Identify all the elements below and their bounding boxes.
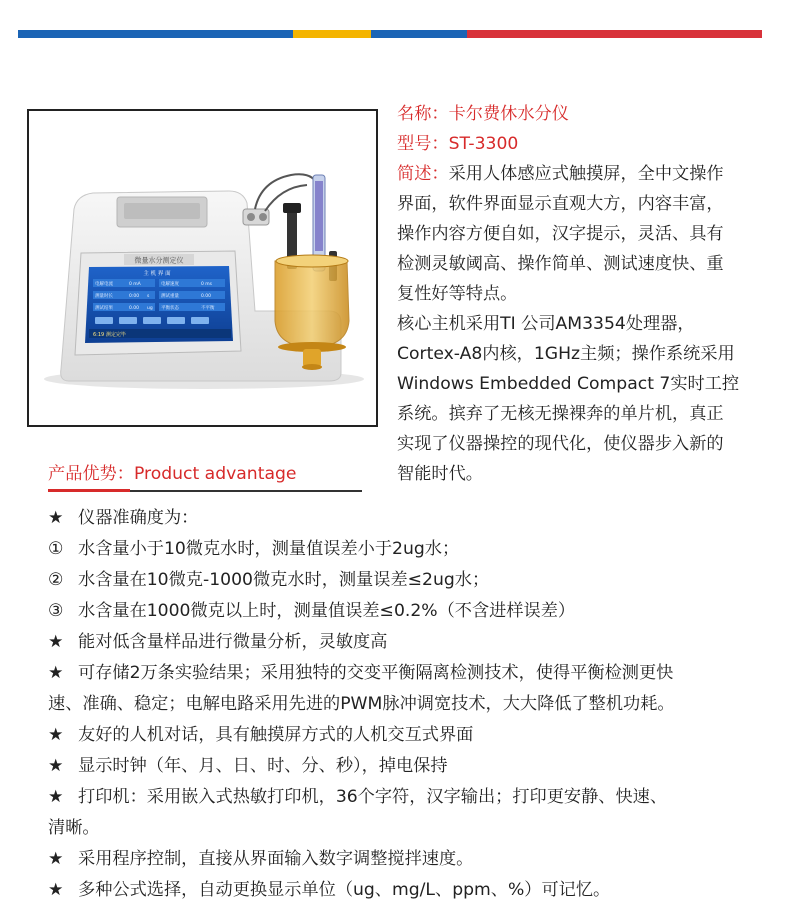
device-screen-title: 主 机 界 面	[143, 271, 171, 277]
list-item	[48, 627, 778, 658]
desc-text: 采用人体感应式触摸屏，全中文操作	[448, 164, 724, 184]
screen-r1-c2: 0 mA	[129, 282, 141, 287]
desc-line: 核心主机采用TI 公司AM3354处理器，	[397, 314, 695, 334]
screen-r2-c5: 0.00	[201, 294, 212, 299]
list-item-text: 速、准确、稳定；电解电路采用先进的PWM脉冲调宽技术，大大降低了整机功耗。	[48, 694, 675, 714]
screen-r2-c2: 0:00	[129, 294, 140, 299]
list-item-text: 友好的人机对话，具有触摸屏方式的人机交互式界面	[78, 725, 474, 745]
circled-number-icon: ②	[48, 570, 64, 590]
list-item	[48, 844, 778, 875]
list-item-text: 采用程序控制，直接从界面输入数字调整搅拌速度。	[78, 849, 474, 869]
screen-r3-c5: 不平衡	[201, 306, 215, 311]
color-bar-blue	[18, 30, 293, 38]
model-label: 型号：	[397, 134, 449, 154]
desc-line: 操作内容方便自如，汉字提示，灵活、具有	[397, 224, 724, 244]
list-item	[48, 658, 778, 689]
screen-r2-c3: s	[147, 294, 150, 299]
name-label: 名称：	[397, 104, 449, 124]
screen-r1-c4: 0 ms	[201, 282, 213, 287]
list-item	[48, 596, 778, 627]
product-photo	[27, 109, 378, 427]
star-icon: ★	[48, 508, 64, 528]
desc-line: 系统。摈弃了无核无操裸奔的单片机，真正	[397, 404, 724, 424]
screen-r1-c1: 电解电流	[95, 282, 113, 287]
karl-fischer-device-illustration	[29, 111, 376, 425]
desc-line: 复性好等特点。	[397, 284, 518, 304]
product-name: 卡尔费休水分仪	[448, 104, 569, 124]
star-icon: ★	[48, 756, 64, 776]
list-item-continuation	[48, 689, 778, 720]
list-item	[48, 751, 778, 782]
titration-cell	[275, 175, 349, 370]
screen-r3-c4: 平衡状态	[161, 306, 179, 311]
device-header-label: 微量水分测定仪	[134, 256, 184, 265]
product-model: ST-3300	[448, 134, 519, 154]
screen-r3-c3: ug	[147, 306, 153, 311]
list-item	[48, 565, 778, 596]
screen-r1-c3: 电解速度	[161, 282, 179, 287]
product-info	[397, 99, 782, 489]
list-item-text: 能对低含量样品进行微量分析，灵敏度高	[78, 632, 388, 652]
desc-line: 实现了仪器操控的现代化，使仪器步入新的	[397, 434, 724, 454]
list-item	[48, 503, 778, 534]
star-icon: ★	[48, 663, 64, 683]
list-item	[48, 720, 778, 751]
desc-line: Windows Embedded Compact 7实时工控	[397, 374, 740, 394]
desc-line	[397, 159, 782, 189]
color-bar-yellow	[293, 30, 371, 38]
screen-r3-c1: 测试结果	[95, 306, 113, 311]
star-icon: ★	[48, 787, 64, 807]
circled-number-icon: ③	[48, 601, 64, 621]
product-model-row	[397, 129, 782, 159]
star-icon: ★	[48, 849, 64, 869]
list-item-text: 仪器准确度为：	[78, 508, 199, 528]
list-item-text: 清晰。	[48, 818, 100, 838]
product-description	[397, 159, 782, 489]
star-icon: ★	[48, 632, 64, 652]
screen-footer-status: 6:19 测定完毕	[93, 332, 126, 338]
list-item-continuation	[48, 813, 778, 844]
desc-label: 简述：	[397, 164, 449, 184]
list-item-text: 水含量在10微克-1000微克水时，测量误差≤2ug水；	[78, 570, 490, 590]
screen-r2-c4: 测试重量	[161, 294, 179, 299]
list-item-text: 打印机：采用嵌入式热敏打印机，36个字符，汉字输出；打印更安静、快速、	[78, 787, 668, 807]
header-underline-red	[48, 489, 130, 492]
star-icon: ★	[48, 725, 64, 745]
desc-line: 智能时代。	[397, 464, 483, 484]
circled-number-icon: ①	[48, 539, 64, 559]
advantage-list	[48, 503, 778, 906]
advantage-title: 产品优势：Product advantage	[48, 464, 297, 484]
desc-line: Cortex-A8内核，1GHz主频；操作系统采用	[397, 344, 735, 364]
screen-buttons	[95, 317, 209, 324]
product-name-row	[397, 99, 782, 129]
screen-r2-c1: 测量时长	[95, 294, 113, 299]
list-item-text: 可存储2万条实验结果；采用独特的交变平衡隔离检测技术，使得平衡检测更快	[78, 663, 674, 683]
top-color-bar	[18, 30, 762, 38]
color-bar-blue-2	[371, 30, 467, 38]
list-item	[48, 875, 778, 906]
desc-line: 界面，软件界面显示直观大方，内容丰富，	[397, 194, 724, 214]
list-item	[48, 534, 778, 565]
color-bar-red	[467, 30, 762, 38]
cable-connectors	[243, 209, 269, 225]
list-item-text: 水含量小于10微克水时，测量值误差小于2ug水；	[78, 539, 460, 559]
list-item-text: 显示时钟（年、月、日、时、分、秒），掉电保持	[78, 756, 448, 776]
screen-r3-c2: 0.00	[129, 306, 140, 311]
star-icon: ★	[48, 880, 64, 900]
desc-line: 检测灵敏阈高、操作简单、测试速度快、重	[397, 254, 724, 274]
header-underline-dark	[130, 490, 362, 492]
list-item	[48, 782, 778, 813]
advantage-header	[48, 462, 362, 494]
list-item-text: 多种公式选择，自动更换显示单位（ug、mg/L、ppm、%）可记忆。	[78, 880, 611, 900]
list-item-text: 水含量在1000微克以上时，测量值误差≤0.2%（不含进样误差）	[78, 601, 576, 621]
